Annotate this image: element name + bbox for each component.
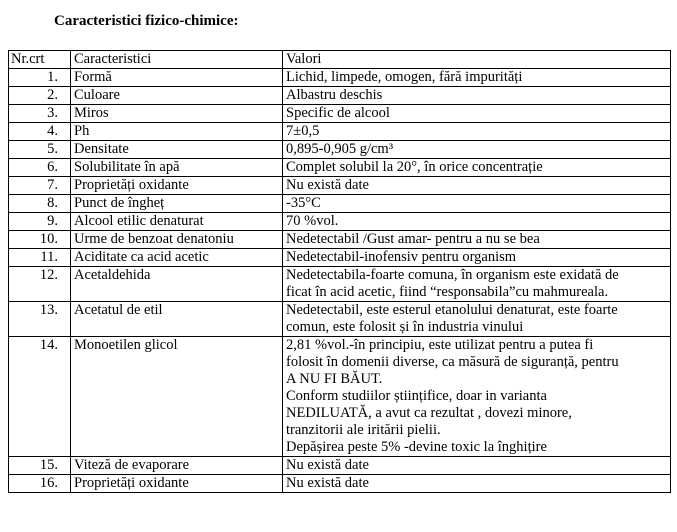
value-line: A NU FI BĂUT. [286, 371, 383, 387]
header-value: Valori [283, 51, 671, 69]
value-line: 70 %vol. [286, 213, 339, 229]
value-line: Nedetectabil /Gust amar- pentru a nu se bea [286, 231, 540, 247]
row-characteristic: Proprietăți oxidante [71, 475, 283, 493]
row-value [283, 141, 671, 159]
value-line: ficat în acid acetic, fiind “responsabila”cu mahmureala. [286, 284, 609, 300]
row-value [283, 337, 671, 457]
row-value [283, 123, 671, 141]
row-number: 15. [9, 457, 71, 475]
row-number: 5. [9, 141, 71, 159]
row-characteristic: Alcool etilic denaturat [71, 213, 283, 231]
value-line: -35°C [286, 195, 321, 211]
row-number: 3. [9, 105, 71, 123]
table-row [9, 213, 671, 231]
value-line: Nedetectabila-foarte comuna, în organism este exidată de [286, 267, 619, 283]
table-row [9, 177, 671, 195]
header-characteristic: Caracteristici [71, 51, 283, 69]
value-line: Lichid, limpede, omogen, fără impurități [286, 69, 523, 85]
value-line: NEDILUATĂ, a avut ca rezultat , dovezi minore, [286, 405, 572, 421]
row-number: 4. [9, 123, 71, 141]
table-row [9, 475, 671, 493]
row-value [283, 249, 671, 267]
row-characteristic: Solubilitate în apă [71, 159, 283, 177]
row-characteristic: Aciditate ca acid acetic [71, 249, 283, 267]
row-value [283, 213, 671, 231]
value-line: Depășirea peste 5% -devine toxic la înghițire [286, 439, 547, 455]
row-number: 1. [9, 69, 71, 87]
row-characteristic: Punct de îngheț [71, 195, 283, 213]
table-row [9, 302, 671, 337]
table-body [9, 69, 671, 493]
value-line: Albastru deschis [286, 87, 383, 103]
value-line: tranzitorii ale iritării pielii. [286, 422, 441, 438]
row-number: 16. [9, 475, 71, 493]
row-characteristic: Viteză de evaporare [71, 457, 283, 475]
row-number: 9. [9, 213, 71, 231]
row-value [283, 195, 671, 213]
value-line: Nu există date [286, 475, 369, 491]
table-row [9, 457, 671, 475]
characteristics-table [8, 50, 671, 493]
row-characteristic: Urme de benzoat denatoniu [71, 231, 283, 249]
row-characteristic: Monoetilen glicol [71, 337, 283, 457]
row-value [283, 69, 671, 87]
row-characteristic: Proprietăți oxidante [71, 177, 283, 195]
row-characteristic: Densitate [71, 141, 283, 159]
header-nr: Nr.crt [9, 51, 71, 69]
row-number: 7. [9, 177, 71, 195]
value-line: Nu există date [286, 177, 369, 193]
row-number: 14. [9, 337, 71, 457]
document-title: Caracteristici fizico-chimice: [54, 13, 239, 29]
value-line: Nedetectabil-inofensiv pentru organism [286, 249, 517, 265]
table-row [9, 69, 671, 87]
table-row [9, 141, 671, 159]
row-value [283, 159, 671, 177]
table-row [9, 123, 671, 141]
row-value [283, 475, 671, 493]
row-number: 2. [9, 87, 71, 105]
row-number: 11. [9, 249, 71, 267]
row-characteristic: Acetaldehida [71, 267, 283, 302]
row-number: 12. [9, 267, 71, 302]
row-number: 10. [9, 231, 71, 249]
table-row [9, 337, 671, 457]
row-characteristic: Miros [71, 105, 283, 123]
table-row [9, 249, 671, 267]
table-row [9, 87, 671, 105]
row-characteristic: Ph [71, 123, 283, 141]
row-value [283, 302, 671, 337]
row-number: 8. [9, 195, 71, 213]
value-line: 0,895-0,905 g/cm³ [286, 141, 394, 157]
row-characteristic: Acetatul de etil [71, 302, 283, 337]
table-row [9, 267, 671, 302]
value-line: 7±0,5 [286, 123, 320, 139]
row-value [283, 87, 671, 105]
table-row [9, 159, 671, 177]
value-line: Conform studiilor științifice, doar in varianta [286, 388, 547, 404]
row-characteristic: Culoare [71, 87, 283, 105]
row-value [283, 177, 671, 195]
row-value [283, 231, 671, 249]
value-line: comun, este folosit și în industria vinului [286, 319, 524, 335]
row-number: 13. [9, 302, 71, 337]
value-line: folosit în domenii diverse, ca măsură de siguranță, pentru [286, 354, 619, 370]
value-line: Nedetectabil, este esterul etanolului denaturat, este foarte [286, 302, 618, 318]
row-value [283, 105, 671, 123]
table-row [9, 195, 671, 213]
row-value [283, 267, 671, 302]
table-header-row [9, 51, 671, 69]
value-line: Specific de alcool [286, 105, 390, 121]
table-row [9, 231, 671, 249]
row-number: 6. [9, 159, 71, 177]
value-line: 2,81 %vol.-în principiu, este utilizat pentru a putea fi [286, 337, 594, 353]
row-characteristic: Formă [71, 69, 283, 87]
value-line: Nu există date [286, 457, 369, 473]
row-value [283, 457, 671, 475]
value-line: Complet solubil la 20°, în orice concentrație [286, 159, 543, 175]
table-row [9, 105, 671, 123]
